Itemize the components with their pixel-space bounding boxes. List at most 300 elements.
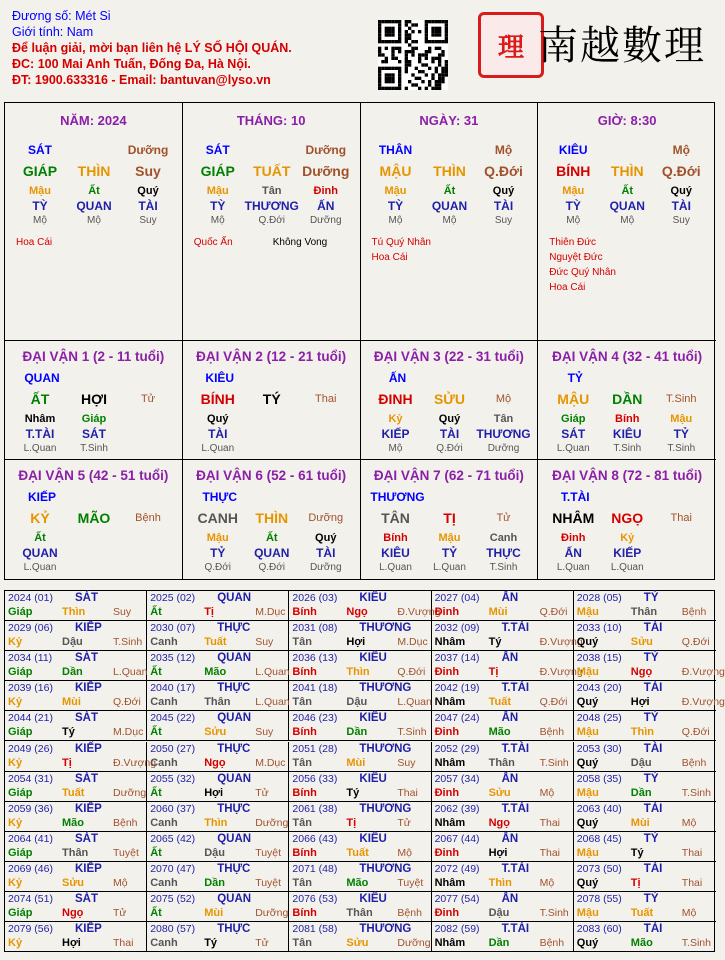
dai-van-can: ĐINH	[378, 391, 413, 407]
dai-van-can: NHÂM	[552, 510, 595, 526]
year-cell[interactable]	[432, 862, 574, 892]
dai-van-god: QUAN	[22, 546, 58, 560]
year-cell[interactable]	[432, 651, 583, 681]
pillar-star: Hoa Cái	[549, 282, 586, 293]
year-label: 2079 (56)	[8, 923, 53, 936]
year-label: 2081 (58)	[292, 923, 338, 936]
year-label: 2035 (12)	[150, 652, 196, 665]
qr-code[interactable]	[378, 20, 448, 90]
pillar-r1-text: Dưỡng	[127, 143, 169, 157]
year-stage: T.Sinh	[539, 756, 569, 769]
year-stage: Thai	[681, 876, 703, 889]
year-cell[interactable]	[5, 651, 147, 681]
year-cell[interactable]	[574, 802, 716, 832]
year-label: 2054 (31)	[8, 772, 53, 785]
year-cell[interactable]	[5, 862, 147, 892]
dai-van-stage-small: Q.Đới	[436, 443, 463, 454]
dai-van-hidden: Kỷ	[388, 413, 403, 425]
year-chi: Sửu	[488, 786, 511, 799]
pillar-r2-text: MẬU	[379, 163, 412, 179]
year-cell[interactable]	[432, 711, 574, 741]
year-cell[interactable]	[574, 742, 716, 772]
year-chi: Mão	[346, 876, 369, 889]
pillar-r2-text: Suy	[135, 163, 161, 179]
pillar-r4-text: THƯƠNG	[244, 199, 299, 213]
year-label: 2044 (21)	[8, 712, 53, 725]
year-can: Quý	[576, 756, 599, 769]
year-stage: L.Quan	[255, 666, 290, 679]
year-can: Đinh	[434, 786, 460, 799]
pillar-r2-text: BÍNH	[556, 163, 591, 179]
pillar-r3-text: Mậu	[384, 185, 407, 197]
year-star: QUAN	[217, 832, 252, 845]
year-star: KIÊU	[359, 712, 387, 725]
dai-van-stage-small: L.Quan	[556, 443, 590, 454]
year-chi: Tý	[204, 937, 218, 950]
year-star: TÀI	[643, 622, 663, 635]
year-label: 2040 (17)	[150, 682, 196, 695]
pillar-r5-text: Mộ	[210, 215, 225, 226]
year-stage: Mộ	[397, 846, 412, 859]
dai-van-cell[interactable]	[361, 341, 539, 460]
year-label: 2048 (25)	[576, 712, 622, 725]
year-cell[interactable]	[147, 832, 289, 862]
year-can: Quý	[576, 636, 599, 649]
year-cell[interactable]	[432, 802, 574, 832]
year-label: 2027 (04)	[434, 592, 480, 604]
year-stage: Suy	[113, 606, 132, 618]
year-can: Bính	[292, 846, 317, 859]
year-chi: Tị	[346, 816, 357, 829]
pillar-r4-text: TỲ	[387, 199, 404, 213]
year-cell[interactable]	[147, 772, 289, 802]
dai-van-stage-small: T.Sinh	[80, 443, 108, 454]
year-can: Nhâm	[434, 756, 466, 769]
year-label: 2075 (52)	[150, 893, 196, 905]
year-label: 2047 (24)	[434, 712, 480, 725]
year-can: Quý	[576, 816, 599, 829]
year-cell[interactable]	[5, 892, 147, 922]
year-star: T.TÀI	[501, 682, 530, 695]
year-cell[interactable]	[147, 681, 289, 711]
year-star: T.TÀI	[501, 802, 530, 815]
pillar-r2-text: THÌN	[77, 163, 111, 179]
gender-value: Nam	[66, 25, 94, 39]
year-stage: T.Sinh	[397, 726, 427, 739]
year-chi: Tuất	[346, 846, 369, 859]
dai-van-stage-small: Q.Đới	[204, 562, 232, 573]
year-star: TÀI	[643, 682, 663, 695]
year-cell[interactable]	[147, 892, 289, 922]
year-cell[interactable]	[574, 772, 716, 802]
year-can: Mậu	[576, 907, 599, 919]
year-can: Kỷ	[8, 816, 23, 829]
year-chi: Thân	[204, 696, 231, 709]
pillar-star: Thiên Đức	[549, 237, 596, 248]
year-cell[interactable]	[289, 591, 441, 621]
year-cell[interactable]	[5, 621, 147, 651]
year-cell[interactable]	[147, 651, 289, 681]
dai-van-god: TỶ	[441, 546, 458, 560]
year-can: Bính	[292, 786, 317, 799]
year-star: KIÊU	[359, 592, 387, 604]
dai-van-hidden: Mậu	[438, 532, 461, 544]
pillar-star: Đức Quý Nhân	[549, 267, 616, 278]
year-label: 2032 (09)	[434, 622, 480, 635]
pillar-star: Quốc Ấn	[193, 237, 233, 248]
year-cell[interactable]	[432, 922, 574, 952]
year-cell[interactable]	[574, 711, 716, 741]
year-cell[interactable]	[5, 742, 157, 772]
year-cell[interactable]	[289, 832, 431, 862]
year-can: Bính	[292, 666, 317, 679]
year-can: Mậu	[576, 846, 599, 859]
dai-van-stage: Tử	[140, 393, 156, 405]
dai-van-cell[interactable]	[183, 341, 361, 460]
year-star: ẤN	[501, 592, 519, 604]
year-cell[interactable]	[5, 802, 147, 832]
year-stage: Đ.Vượng	[681, 666, 725, 679]
pillar-r3-text: Mậu	[206, 185, 229, 197]
year-can: Nhâm	[434, 937, 466, 950]
pillar-r4-text: TỲ	[210, 199, 226, 213]
dai-van-god: TÀI	[439, 427, 460, 441]
year-cell[interactable]	[147, 711, 289, 741]
dai-van-chi: MÃO	[77, 510, 111, 526]
year-stage: Mộ	[539, 876, 555, 889]
year-stage: M.Dục	[255, 756, 286, 769]
dai-van-can: BÍNH	[200, 391, 235, 407]
year-label: 2036 (13)	[292, 652, 338, 665]
year-cell[interactable]	[289, 772, 431, 802]
year-can: Canh	[150, 756, 178, 769]
dai-van-cell[interactable]	[361, 460, 539, 579]
dai-van-title: ĐẠI VẬN 8 (72 - 81 tuổi)	[552, 468, 703, 483]
dai-van-can: TÂN	[381, 510, 410, 526]
year-chi: Thìn	[62, 606, 86, 618]
year-star: QUAN	[217, 893, 252, 905]
dai-van-hidden: Đinh	[561, 532, 586, 544]
year-cell[interactable]	[574, 922, 716, 952]
pillar-cell	[538, 103, 716, 341]
year-cell[interactable]	[432, 892, 574, 922]
year-label: 2063 (40)	[576, 802, 622, 815]
year-cell[interactable]	[5, 711, 147, 741]
year-cell[interactable]	[289, 681, 431, 711]
dai-van-stage: Thai	[670, 512, 692, 524]
year-cell[interactable]	[147, 802, 289, 832]
year-stage: Bệnh	[681, 756, 707, 769]
pillar-r3-text: Ất	[88, 185, 100, 197]
year-stage: Thai	[539, 846, 561, 859]
dai-van-hidden: Tân	[493, 413, 514, 425]
year-stage: Bệnh	[539, 937, 565, 950]
year-stage: Dưỡng	[397, 937, 431, 950]
pillar-r1-text: KIÊU	[558, 143, 588, 157]
year-cell[interactable]	[5, 832, 147, 862]
year-cell[interactable]	[289, 711, 431, 741]
dai-van-stage-small: T.Sinh	[489, 562, 518, 573]
dai-van-cell[interactable]	[538, 341, 716, 460]
pillar-r5-text: Mộ	[87, 215, 101, 226]
year-cell[interactable]	[574, 832, 716, 862]
year-cell[interactable]	[574, 892, 716, 922]
year-cell[interactable]	[289, 742, 431, 772]
pillar-r1-text: SÁT	[205, 143, 230, 157]
year-cell[interactable]	[5, 922, 147, 952]
year-label: 2043 (20)	[576, 682, 622, 695]
brand-seal	[478, 12, 544, 78]
annual-luck-table	[4, 590, 725, 952]
pillar-r3-text: Mậu	[29, 185, 51, 197]
pillar-star: Tú Quý Nhân	[371, 237, 431, 248]
pillar-r2-text: Dưỡng	[302, 163, 350, 179]
year-star: TÀI	[643, 923, 663, 936]
pillar-r1-text: Mộ	[494, 143, 513, 157]
year-cell[interactable]	[289, 892, 431, 922]
year-label: 2050 (27)	[150, 742, 196, 755]
year-star: THỰC	[217, 862, 251, 875]
year-can: Tân	[292, 696, 312, 709]
dai-van-hidden: Nhâm	[24, 413, 56, 425]
dai-van-god: KIẾP	[613, 546, 642, 560]
year-can: Kỷ	[8, 937, 23, 950]
year-can: Ất	[150, 786, 162, 799]
year-cell[interactable]	[574, 862, 716, 892]
pillar-r2-text: THÌN	[610, 163, 644, 179]
year-chi: Tý	[630, 846, 644, 859]
year-cell[interactable]	[147, 922, 289, 952]
pillar-r5-text: Mộ	[620, 215, 635, 226]
year-label: 2064 (41)	[8, 832, 53, 845]
year-cell[interactable]	[5, 681, 147, 711]
pillar-r3-text: Ất	[443, 185, 456, 197]
dai-van-hidden: Quý	[438, 413, 461, 425]
year-stage: Đ.Vượng	[397, 606, 441, 618]
year-stage: Bệnh	[397, 907, 422, 919]
dai-van-chi: DẦN	[612, 391, 643, 407]
year-stage: Mộ	[681, 907, 697, 919]
year-star: KIẾP	[75, 923, 102, 936]
year-chi: Thìn	[204, 816, 228, 829]
year-star: TÀI	[643, 742, 663, 755]
year-label: 2053 (30)	[576, 742, 622, 755]
year-chi: Tị	[488, 666, 499, 679]
year-label: 2073 (50)	[576, 862, 622, 875]
year-chi: Dậu	[204, 846, 225, 859]
pillar-r3-text: Quý	[137, 185, 159, 197]
year-stage: T.Sinh	[681, 786, 711, 799]
year-cell[interactable]	[432, 742, 574, 772]
year-can: Canh	[150, 937, 178, 950]
year-cell[interactable]	[432, 591, 574, 621]
year-chi: Tuất	[488, 696, 511, 709]
pillar-r2-text: TUẤT	[253, 163, 291, 179]
year-star: KIÊU	[359, 832, 387, 845]
year-stage: Thai	[113, 937, 134, 950]
year-stage: Thai	[539, 816, 561, 829]
year-chi: Ngọ	[346, 606, 368, 618]
pillar-r5-text: Mộ	[33, 215, 47, 226]
year-star: QUAN	[217, 772, 252, 785]
year-chi: Thân	[62, 846, 89, 859]
year-chi: Sửu	[346, 937, 369, 950]
year-can: Đinh	[434, 907, 460, 919]
year-cell[interactable]	[147, 621, 289, 651]
phone-email-line: ĐT: 1900.633316 - Email: bantuvan@lyso.vn	[12, 73, 271, 87]
pillar-cell	[361, 103, 539, 341]
year-label: 2071 (48)	[292, 862, 338, 875]
dai-van-star: THỰC	[202, 490, 238, 504]
year-star: KIÊU	[359, 652, 387, 665]
year-cell[interactable]	[289, 651, 431, 681]
dai-van-god: THỰC	[486, 546, 521, 560]
dai-van-god: TÀI	[316, 546, 336, 560]
dai-van-stage: Dưỡng	[308, 512, 344, 524]
year-star: T.TÀI	[501, 742, 530, 755]
year-can: Tân	[292, 636, 312, 649]
year-cell[interactable]	[432, 681, 574, 711]
dai-van-hidden: Kỷ	[620, 532, 635, 544]
year-star: THƯƠNG	[359, 923, 412, 936]
year-label: 2025 (02)	[150, 592, 196, 604]
year-stage: Đ.Vượng	[539, 666, 583, 679]
pillar-star: Hoa Cái	[16, 237, 53, 248]
year-label: 2061 (38)	[292, 802, 338, 815]
year-cell[interactable]	[5, 591, 147, 621]
dai-van-cell[interactable]	[183, 460, 361, 579]
year-label: 2024 (01)	[8, 592, 53, 604]
year-stage: L.Quan	[397, 696, 432, 709]
year-stage: Tử	[397, 816, 411, 829]
dai-van-stage-small: L.Quan	[23, 443, 57, 454]
dai-van-stage-small: T.Sinh	[613, 443, 642, 454]
year-can: Ất	[150, 606, 162, 618]
year-cell[interactable]	[432, 621, 583, 651]
year-can: Kỷ	[8, 756, 23, 769]
dai-van-cell[interactable]	[538, 460, 716, 579]
year-cell[interactable]	[432, 832, 574, 862]
pillar-title: NĂM: 2024	[60, 113, 127, 128]
owner-value: Mét Si	[75, 9, 111, 23]
year-stage: Tử	[113, 907, 127, 919]
year-star: SÁT	[75, 592, 98, 604]
year-chi: Dần	[346, 726, 368, 739]
year-label: 2060 (37)	[150, 802, 196, 815]
year-cell[interactable]	[574, 681, 725, 711]
year-chi: Mão	[630, 937, 653, 950]
year-chi: Tuất	[630, 907, 654, 919]
dai-van-can: CANH	[197, 510, 238, 526]
dai-van-god: TỶ	[673, 427, 689, 441]
year-star: QUAN	[217, 592, 252, 604]
year-stage: M.Dục	[397, 636, 428, 649]
pillar-r4-text: TÀI	[138, 199, 158, 213]
pillar-r1-text: THÂN	[378, 143, 413, 157]
year-stage: Tuyệt	[255, 846, 282, 859]
year-cell[interactable]	[574, 591, 716, 621]
dai-van-chi: TỊ	[443, 510, 456, 526]
dai-van-star: KIÊU	[205, 371, 235, 385]
dai-van-hidden: Canh	[489, 532, 518, 544]
year-cell[interactable]	[147, 862, 289, 892]
year-can: Ất	[150, 907, 162, 919]
pillar-r4-text: QUAN	[431, 199, 468, 213]
year-chi: Hợi	[204, 786, 224, 799]
year-chi: Dần	[204, 876, 225, 889]
year-star: THƯƠNG	[359, 862, 412, 875]
year-cell[interactable]	[574, 621, 716, 651]
dai-van-cell[interactable]	[5, 460, 183, 579]
pillar-r4-text: QUAN	[609, 199, 645, 213]
year-stage: Q.Đới	[397, 666, 426, 679]
year-chi: Ngọ	[204, 756, 226, 769]
year-chi: Thân	[346, 907, 373, 919]
year-chi: Thân	[488, 756, 515, 769]
year-stage: L.Quan	[255, 696, 290, 709]
year-label: 2051 (28)	[292, 742, 338, 755]
year-stage: Q.Đới	[113, 696, 141, 709]
year-stage: T.Sinh	[681, 937, 711, 950]
year-star: TỶ	[643, 592, 659, 604]
year-can: Ất	[150, 666, 162, 679]
year-stage: Mộ	[539, 786, 555, 799]
pillar-star: Nguyệt Đức	[549, 252, 603, 263]
pillar-r3-text: Tân	[261, 185, 282, 197]
year-chi: Ngọ	[488, 816, 510, 829]
year-stage: Suy	[397, 756, 416, 769]
dai-van-god: TÀI	[208, 427, 228, 441]
year-can: Bính	[292, 726, 317, 739]
dai-van-stage-small: L.Quan	[610, 562, 644, 573]
year-cell[interactable]	[5, 772, 147, 802]
year-star: TỶ	[643, 893, 659, 905]
year-stage: Q.Đới	[539, 606, 568, 618]
year-cell[interactable]	[432, 772, 574, 802]
year-star: T.TÀI	[501, 622, 530, 635]
year-cell[interactable]	[289, 802, 431, 832]
dai-van-stage: T.Sinh	[665, 393, 697, 405]
year-can: Canh	[150, 636, 178, 649]
pillar-r4-text: QUAN	[76, 199, 112, 213]
pillar-r3-text: Đinh	[313, 185, 338, 197]
dai-van-cell[interactable]	[5, 341, 183, 460]
year-star: TÀI	[643, 862, 663, 875]
year-cell[interactable]	[147, 742, 289, 772]
year-cell[interactable]	[289, 862, 431, 892]
year-cell[interactable]	[147, 591, 289, 621]
pillar-r5-text: Suy	[139, 215, 157, 226]
year-label: 2046 (23)	[292, 712, 338, 725]
year-can: Quý	[576, 876, 599, 889]
year-chi: Mùi	[62, 696, 81, 709]
pillar-r1-text: Mộ	[672, 143, 690, 157]
pillar-r5-text: Suy	[494, 215, 513, 226]
year-chi: Tị	[204, 606, 214, 618]
year-cell[interactable]	[289, 922, 431, 952]
year-stage: Đ.Vượng	[539, 636, 583, 649]
year-can: Đinh	[434, 606, 460, 618]
year-cell[interactable]	[574, 651, 725, 681]
year-star: TỶ	[643, 652, 659, 665]
dai-van-title: ĐẠI VẬN 7 (62 - 71 tuổi)	[373, 468, 524, 483]
year-label: 2068 (45)	[576, 832, 622, 845]
year-chi: Hợi	[346, 636, 366, 649]
dai-van-chi: THÌN	[255, 510, 289, 526]
year-cell[interactable]	[289, 621, 431, 651]
year-label: 2065 (42)	[150, 832, 196, 845]
year-chi: Mão	[62, 816, 84, 829]
